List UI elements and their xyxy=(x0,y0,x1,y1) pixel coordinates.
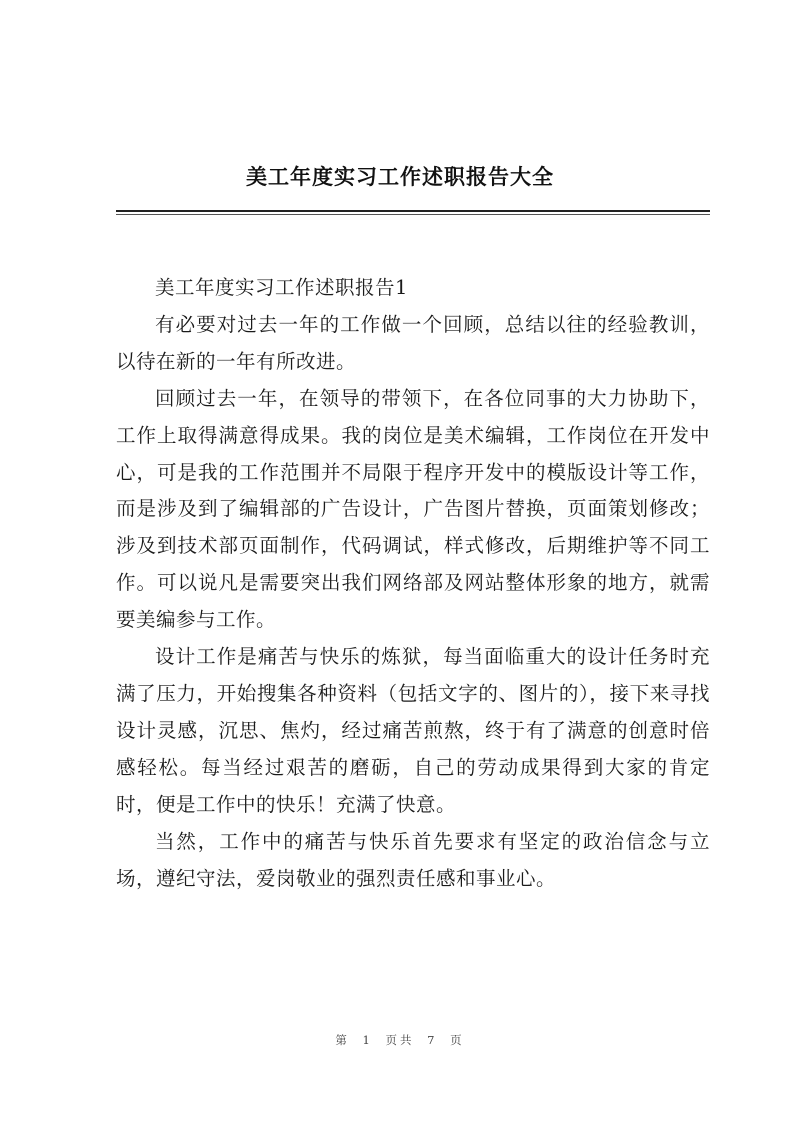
paragraph: 回顾过去一年，在领导的带领下，在各位同事的大力协助下，工作上取得满意得成果。我的岗位是美术编辑，工作岗位在开发中心，可是我的工作范围并不局限于程序开发中的模版设计等工作，而是涉及到了编辑部的广告设计，广告图片替换，页面策划修改；涉及到技术部页面制作，代码调试，样式修改，后期维护等不同工作。可以说凡是需要突出我们网络部及网站整体形象的地方，就需要美编参与工作。 xyxy=(116,386,710,632)
paragraph: 有必要对过去一年的工作做一个回顾，总结以往的经验教训，以待在新的一年有所改进。 xyxy=(116,312,710,373)
title-divider-thin xyxy=(116,214,710,215)
document-title: 美工年度实习工作述职报告大全 xyxy=(246,164,554,189)
paragraph: 当然，工作中的痛苦与快乐首先要求有坚定的政治信念与立场，遵纪守法，爱岗敬业的强烈责任感和事业心。 xyxy=(116,829,710,890)
page-number: 第 1 页共 7 页 xyxy=(335,1033,465,1047)
document-body xyxy=(116,270,710,897)
title-divider xyxy=(116,210,710,212)
paragraph: 设计工作是痛苦与快乐的炼狱，每当面临重大的设计任务时充满了压力，开始搜集各种资料（包括文字的、图片的），接下来寻找设计灵感，沉思、焦灼，经过痛苦煎熬，终于有了满意的创意时倍感轻松。每当经过艰苦的磨砺，自己的劳动成果得到大家的肯定时，便是工作中的快乐！充满了快意。 xyxy=(116,645,710,816)
section-heading: 美工年度实习工作述职报告1 xyxy=(155,276,408,299)
